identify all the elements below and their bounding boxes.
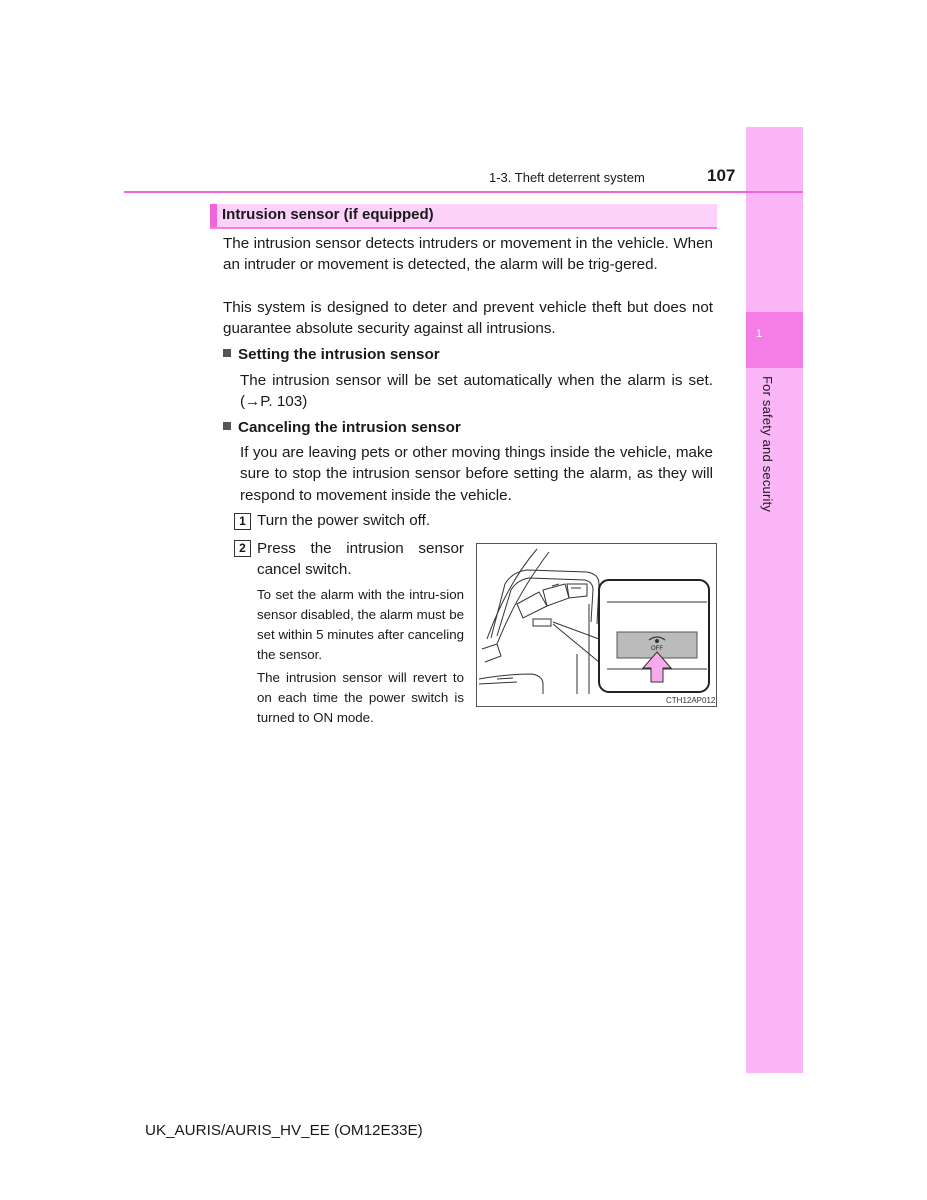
step-number-2: 2 <box>234 540 251 557</box>
section-title-underline <box>210 227 717 229</box>
note-1: To set the alarm with the intru-sion sensor disabled, the alarm must be set within 5 minutes after canceling the sensor. <box>257 587 464 662</box>
note-2: The intrusion sensor will revert to on each time the power switch is turned to ON mode. <box>257 670 464 725</box>
canceling-heading-text: Canceling the intrusion sensor <box>238 419 461 436</box>
footer-model: UK_AURIS/AURIS_HV_EE (OM12E33E) <box>145 1122 423 1139</box>
chapter-number-tab <box>746 312 803 368</box>
header-section-title: 1-3. Theft deterrent system <box>489 170 645 185</box>
intro-paragraph-2: This system is designed to deter and prevent vehicle theft but does not guarantee absolute security against all intrusions. <box>223 299 713 338</box>
console-line-drawing <box>477 544 717 707</box>
chapter-side-tab <box>746 127 803 1073</box>
intro-paragraph-1: The intrusion sensor detects intruders or movement in the vehicle. When an intruder or movement is detected, the alarm will be trig-gered. <box>223 235 713 274</box>
setting-heading <box>223 346 440 363</box>
header-rule <box>124 191 803 193</box>
step-text-1: Turn the power switch off. <box>257 512 431 529</box>
overhead-console-illustration <box>476 543 717 707</box>
figure-code: CTH12AP012 <box>666 696 716 705</box>
bullet-square-icon <box>223 422 231 430</box>
bullet-square-icon <box>223 349 231 357</box>
canceling-heading <box>223 419 461 436</box>
section-title: Intrusion sensor (if equipped) <box>222 206 434 223</box>
setting-body: The intrusion sensor will be set automatically when the alarm is set. (→P. 103) <box>240 372 713 411</box>
chapter-number: 1 <box>756 328 763 340</box>
canceling-body: If you are leaving pets or other moving things inside the vehicle, make sure to stop the intrusion sensor before setting the alarm, as they will respond to movement inside the vehicle. <box>240 444 713 504</box>
step-number-1: 1 <box>234 513 251 530</box>
page-number: 107 <box>707 166 736 185</box>
switch-off-label: OFF <box>651 646 663 652</box>
chapter-label: For safety and security <box>760 376 775 513</box>
step-text-2: Press the intrusion sensor cancel switch. <box>257 540 464 579</box>
setting-heading-text: Setting the intrusion sensor <box>238 346 440 363</box>
